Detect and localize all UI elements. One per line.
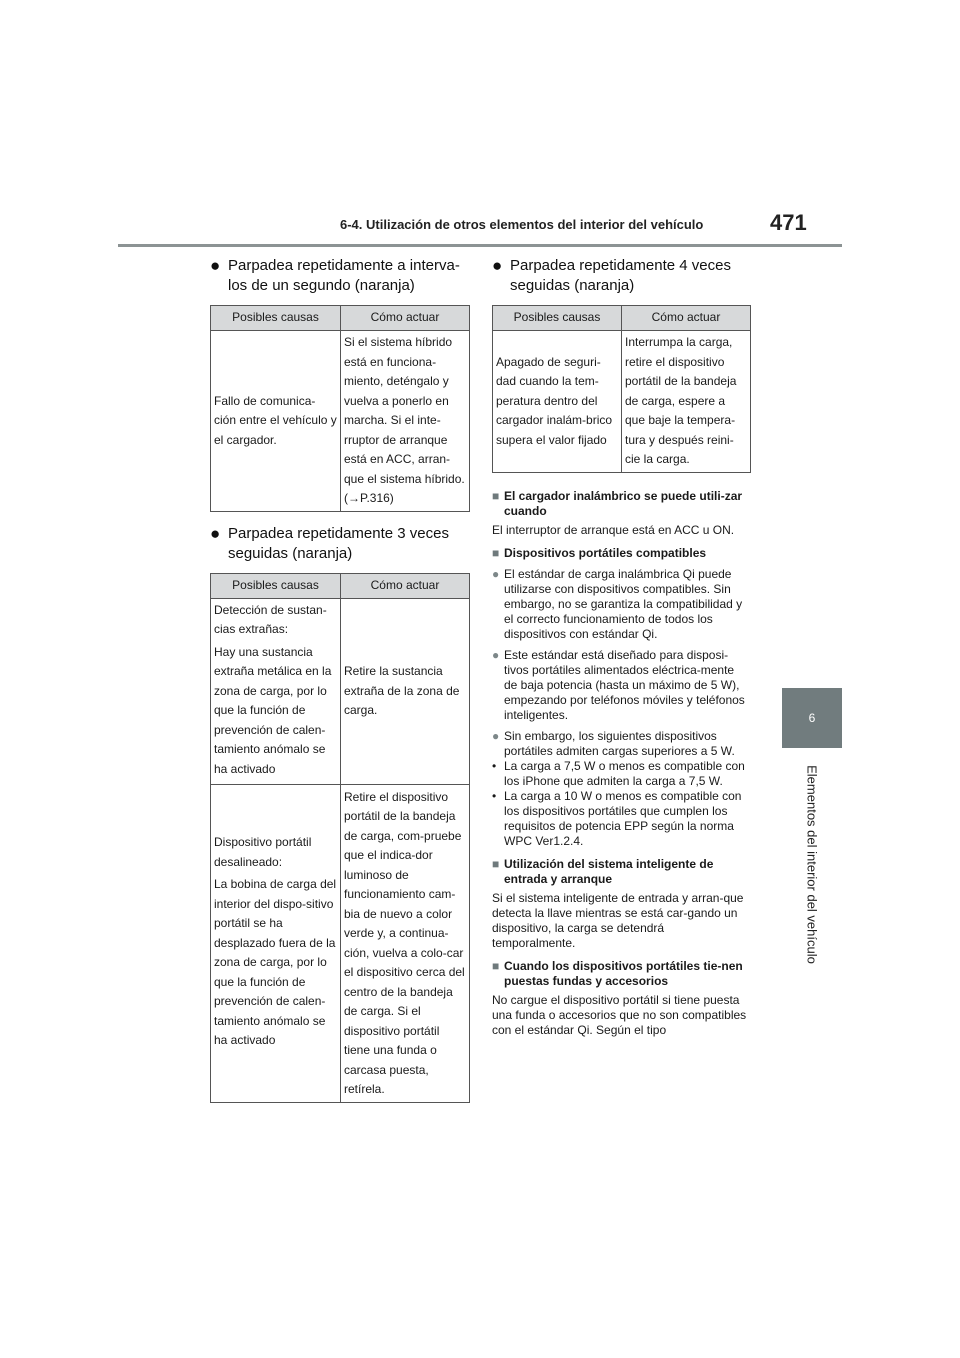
table-header-actions: Cómo actuar — [622, 306, 751, 331]
table-header-causes: Posibles causas — [211, 573, 341, 598]
table-cell-action: Si el sistema híbrido está en funciona-miento, deténgalo y vuelva a ponerlo en marcha. Si el inte-rruptor de arranque está en ACC, arran-que el sistema híbrido. (→P.316) — [341, 331, 470, 512]
bullet-icon: ● — [210, 256, 221, 275]
section-title-smart-entry: ■ Utilización del sistema inteligente de entrada y arranque — [492, 856, 714, 886]
section-title-compatible-devices: ■ Dispositivos portátiles compatibles — [492, 545, 707, 560]
notes-section — [492, 489, 750, 1038]
smart-entry-text: Si el sistema inteligente de entrada y arran-que detecta la llave mientras se está car-gando un dispositivo, la carga se detendrá temporalmente. — [492, 890, 744, 950]
sub-list-item: • La carga a 7,5 W o menos es compatible con los iPhone que admiten la carga a 7,5 W. — [492, 758, 745, 788]
table-cell-cause: Detección de sustan-cias extrañas: Hay una sustancia extraña metálica en la zona de carga, por lo que la función de prevención de calen-tamiento anómalo se ha activado — [211, 598, 341, 785]
circle-bullet-icon: ● — [492, 566, 500, 581]
table-cell-cause: Apagado de seguri-dad cuando la tem-peratura dentro del cargador inalám-brico supera el valor fijado — [493, 331, 622, 473]
blink-4x-heading: ● Parpadea repetidamente 4 veces seguidas (naranja) — [492, 256, 731, 294]
circle-bullet-icon: ● — [492, 728, 500, 743]
section-header: 6-4. Utilización de otros elementos del interior del vehículo — [340, 217, 704, 232]
square-bullet-icon: ■ — [492, 856, 500, 871]
list-item: ● El estándar de carga inalámbrica Qi puede utilizarse con dispositivos compatibles. Sin embargo, no se garantiza la compatibilidad y el correcto funcionamiento de todos los dispositivos con estándar Qi. — [492, 566, 743, 641]
list-item: ● Sin embargo, los siguientes dispositivos portátiles admiten cargas superiores a 5 W. — [492, 728, 735, 758]
dot-bullet-icon: • — [492, 758, 497, 773]
section-title-cases-accessories: ■ Cuando los dispositivos portátiles tie-nen puestas fundas y accesorios — [492, 958, 743, 988]
chapter-tab-label: Elementos del interior del vehículo — [804, 765, 820, 964]
chapter-tab-number: 6 — [782, 688, 842, 748]
usable-when-text: El interruptor de arranque está en ACC u ON. — [492, 522, 735, 537]
right-column — [492, 256, 750, 1038]
cases-accessories-text: No cargue el dispositivo portátil si tiene puesta una funda o accesorios que no son compatibles con el estándar Qi. Según el tipo — [492, 992, 747, 1037]
header-divider — [118, 244, 842, 247]
table-cell-action: Interrumpa la carga, retire el dispositivo portátil de la bandeja de carga, espere a que baje la tempera-tura y después reini-cie la carga. — [622, 331, 751, 473]
blink-4x-table — [492, 305, 751, 473]
table-cell-action: Retire la sustancia extraña de la zona de carga. — [341, 598, 470, 785]
dot-bullet-icon: • — [492, 788, 497, 803]
square-bullet-icon: ■ — [492, 488, 500, 503]
bullet-icon: ● — [492, 256, 503, 275]
table-cell-cause: Dispositivo portátil desalineado: La bobina de carga del interior del dispo-sitivo portátil se ha desplazado fuera de la zona de carga, por lo que la función de prevención de calen-tamiento anómalo se ha activado — [211, 785, 341, 1103]
table-cell-cause: Fallo de comunica-ción entre el vehículo y el cargador. — [211, 331, 341, 512]
table-header-causes: Posibles causas — [211, 306, 341, 331]
table-header-causes: Posibles causas — [493, 306, 622, 331]
table-cell-action: Retire el dispositivo portátil de la bandeja de carga, com-pruebe que el indica-dor luminoso de funcionamiento cam-bia de nuevo a color verde y, a continua-ción, vuelva a colo-car el dispositivo cerca del centro de la bandeja de carga. Si el dispositivo portátil tiene una funda o carcasa puesta, retírela. — [341, 785, 470, 1103]
bullet-icon: ● — [210, 523, 221, 543]
list-item: ● Este estándar está diseñado para disposi-tivos portátiles alimentados eléctrica-mente de baja potencia (hasta un máximo de 5 W), empezando por teléfonos móviles y teléfonos inteligentes. — [492, 647, 745, 722]
section-title-usable-when: ■ El cargador inalámbrico se puede utili-zar cuando — [492, 488, 743, 518]
blink-1s-table — [210, 305, 470, 512]
square-bullet-icon: ■ — [492, 545, 500, 560]
table-header-actions: Cómo actuar — [341, 306, 470, 331]
blink-3x-heading: ● Parpadea repetidamente 3 veces seguidas (naranja) — [210, 523, 449, 562]
sub-list-item: • La carga a 10 W o menos es compatible con los dispositivos portátiles que cumplen los requisitos de potencia EPP según la norma WPC Ver1.2.4. — [492, 788, 742, 848]
blink-1s-heading: ● Parpadea repetidamente a interva-los de un segundo (naranja) — [210, 256, 460, 294]
page-number: 471 — [770, 210, 807, 235]
circle-bullet-icon: ● — [492, 647, 500, 662]
table-header-actions: Cómo actuar — [341, 573, 470, 598]
left-column — [210, 256, 470, 1103]
square-bullet-icon: ■ — [492, 958, 500, 973]
blink-3x-table — [210, 573, 470, 1104]
